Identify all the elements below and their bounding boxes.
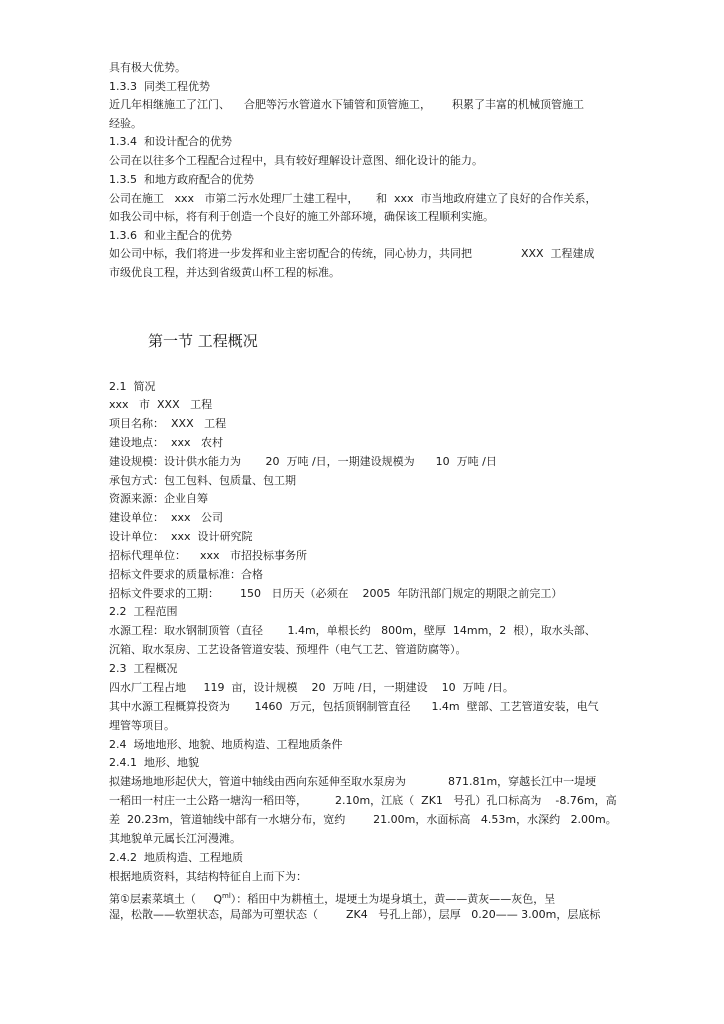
fill-description: ）：稻田中为耕植土，堤埂土为堤身填土，黄——黄灰——灰色，呈 xyxy=(230,892,556,906)
text-line: 一稻田一村庄一土公路一塘沟一稻田等， 2.10m，江底（ ZK1 号孔）孔口标高为 -8.76m，高 xyxy=(109,794,617,807)
heading-2-1: 2.1 简况 xyxy=(109,380,156,393)
text-line: 建设地点： xxx 农村 xyxy=(109,436,224,449)
text-line: 其中水源工程概算投资为 1460 万元，包括顶钢制管直径 1.4m 壁部、工艺管道安装，电气 xyxy=(109,700,599,713)
text-line: 项目名称： XXX 工程 xyxy=(109,417,227,430)
text-line: 根据地质资料，其结构特征自上而下为： xyxy=(109,870,307,883)
text-line: 近几年相继施工了江门、 合肥等污水管道水下铺管和顶管施工， 积累了丰富的机械顶管施工 xyxy=(109,98,584,111)
heading-2-4-1: 2.4.1 地形、地貌 xyxy=(109,756,199,769)
heading-1-3-6: 1.3.6 和业主配合的优势 xyxy=(109,229,232,242)
text-line: 招标文件要求的工期： 150 日历天（必须在 2005 年防汛部门规定的期限之前完工） xyxy=(109,587,563,600)
text-line: 水源工程：取水钢制顶管（直径 1.4m，单根长约 800m，壁厚 14mm，2 根），取水头部、 xyxy=(109,624,596,637)
section-title: 第一节 工程概况 xyxy=(148,332,258,350)
heading-2-4-2: 2.4.2 地质构造、工程地质 xyxy=(109,851,243,864)
text-line: 建设规模：设计供水能力为 20 万吨 /日，一期建设规模为 10 万吨 /日 xyxy=(109,455,497,468)
text-line: 资源来源：企业自筹 xyxy=(109,492,208,505)
text-line: 具有极大优势。 xyxy=(109,61,186,74)
text-line: 公司在施工 xxx 市第二污水处理厂土建工程中， 和 xxx 市当地政府建立了良好的合作关系， xyxy=(109,192,597,205)
text-line: 招标文件要求的质量标准：合格 xyxy=(109,568,263,581)
heading-2-4: 2.4 场地地形、地貌、地质构造、工程地质条件 xyxy=(109,738,343,751)
text-line: 公司在以往多个工程配合过程中，具有较好理解设计意图、细化设计的能力。 xyxy=(109,154,483,167)
text-line: 埋管等项目。 xyxy=(109,719,175,732)
text-line: 如我公司中标，将有利于创造一个良好的施工外部环境，确保该工程顺利实施。 xyxy=(109,210,494,223)
heading-2-2: 2.2 工程范围 xyxy=(109,605,178,618)
text-line: 设计单位： xxx 设计研究院 xyxy=(109,530,253,543)
text-line: 其地貌单元属长江河漫滩。 xyxy=(109,832,241,845)
text-line: 承包方式：包工包料、包质量、包工期 xyxy=(109,474,296,487)
text-line: 建设单位： xxx 公司 xyxy=(109,511,224,524)
text-line: 拟建场地地形起伏大，管道中轴线由西向东延伸至取水泵房为 871.81m，穿越长江中一堤埂 xyxy=(109,775,597,788)
text-line: 招标代理单位： xxx 市招投标事务所 xyxy=(109,549,308,562)
text-line: xxx 市 XXX 工程 xyxy=(109,398,213,411)
text-line: 如公司中标，我们将进一步发挥和业主密切配合的传统，同心协力，共同把 XXX 工程建成 xyxy=(109,247,595,260)
text-line: 差 20.23m，管道轴线中部有一水塘分布，宽约 21.00m，水面标高 4.53m，水深约 2.00m。 xyxy=(109,813,617,826)
heading-2-3: 2.3 工程概况 xyxy=(109,662,178,675)
text-line xyxy=(109,889,555,907)
heading-1-3-4: 1.3.4 和设计配合的优势 xyxy=(109,135,232,148)
text-line: 经验。 xyxy=(109,117,142,130)
text-line: 沉箱、取水泵房、工艺设备管道安装、预埋件（电气工艺、管道防腐等）。 xyxy=(109,643,467,656)
text-line: 湿，松散——软塑状态，局部为可塑状态（ ZK4 号孔上部），层厚 0.20—— 3.00m，层底标 xyxy=(109,908,601,921)
text-line: 市级优良工程，并达到省级黄山杯工程的标准。 xyxy=(109,266,340,279)
superscript: ml xyxy=(222,892,231,900)
heading-1-3-5: 1.3.5 和地方政府配合的优势 xyxy=(109,173,254,186)
heading-1-3-3: 1.3.3 同类工程优势 xyxy=(109,80,210,93)
fill-label: 第①层素菜填土（ Q xyxy=(109,892,223,906)
text-line: 四水厂工程占地 119 亩，设计规模 20 万吨 /日，一期建设 10 万吨 /日。 xyxy=(109,681,514,694)
